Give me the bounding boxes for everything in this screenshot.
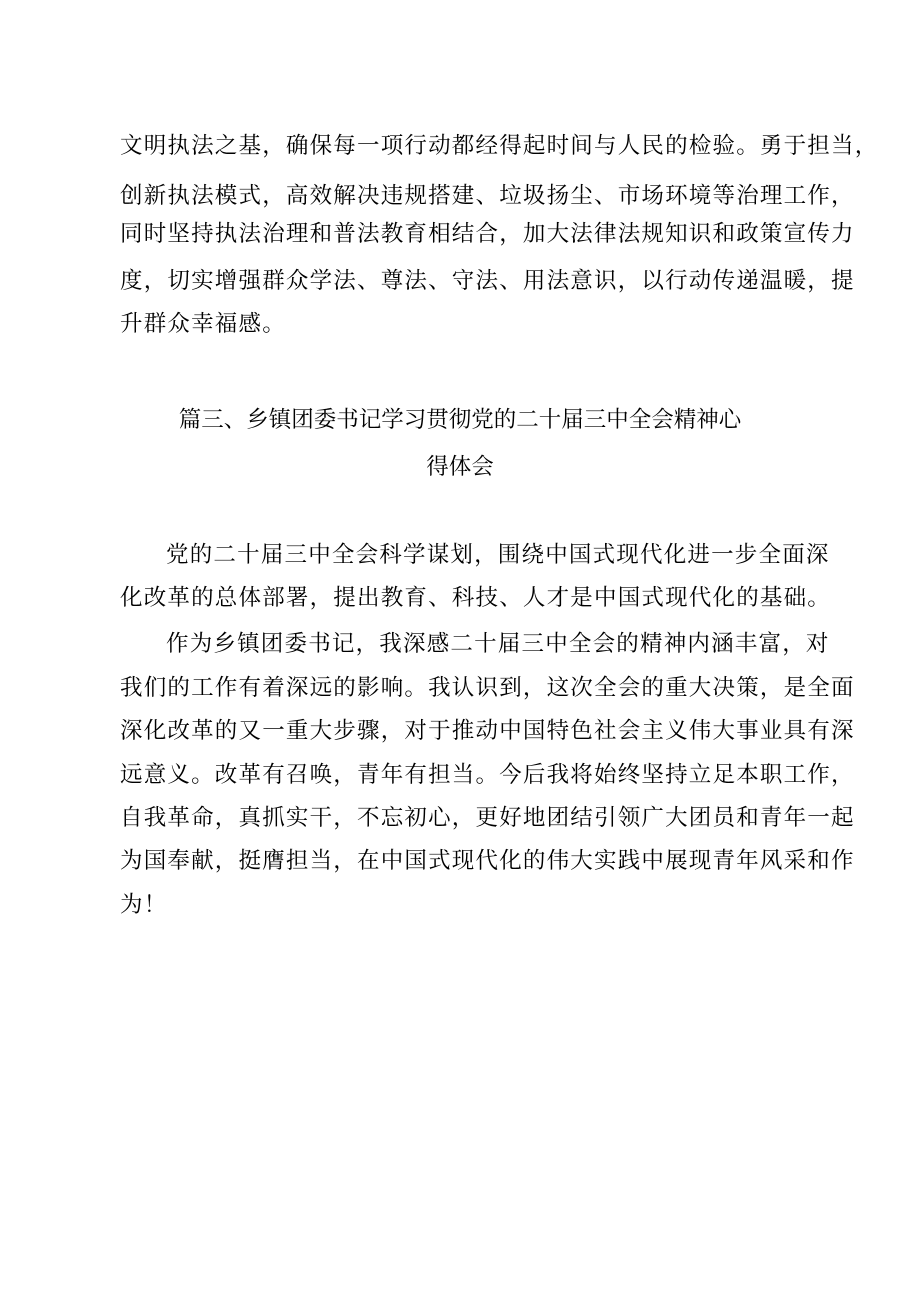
text-line: 作为乡镇团委书记，我深感二十届三中全会的精神内涵丰富，对 bbox=[166, 631, 830, 657]
text-line: 我们的工作有着深远的影响。我认识到，这次全会的重大决策，是全面 bbox=[120, 675, 855, 701]
text-line: 远意义。改革有召唤，青年有担当。今后我将始终坚持立足本职工作， bbox=[120, 762, 855, 788]
text-line: 为！ bbox=[120, 892, 168, 918]
text-line: 升群众幸福感。 bbox=[120, 311, 286, 337]
section-title-line: 篇三、乡镇团委书记学习贯彻党的二十届三中全会精神心 bbox=[178, 407, 742, 433]
text-line: 自我革命，真抓实干，不忘初心，更好地团结引领广大团员和青年一起 bbox=[120, 805, 855, 831]
text-line: 党的二十届三中全会科学谋划，围绕中国式现代化进一步全面深 bbox=[166, 542, 830, 568]
text-line: 同时坚持执法治理和普法教育相结合，加大法律法规知识和政策宣传力 bbox=[120, 221, 855, 247]
text-line: 文明执法之基，确保每一项行动都经得起时间与人民的检验。勇于担当， bbox=[120, 133, 879, 159]
text-line: 度，切实增强群众学法、尊法、守法、用法意识，以行动传递温暖，提 bbox=[120, 268, 855, 294]
text-line: 为国奉献，挺膺担当，在中国式现代化的伟大实践中展现青年风采和作 bbox=[120, 848, 855, 874]
text-line: 化改革的总体部署，提出教育、科技、人才是中国式现代化的基础。 bbox=[120, 585, 832, 611]
text-line: 创新执法模式，高效解决违规搭建、垃圾扬尘、市场环境等治理工作， bbox=[120, 183, 855, 209]
text-line: 深化改革的又一重大步骤，对于推动中国特色社会主义伟大事业具有深 bbox=[120, 718, 855, 744]
section-title-line: 得体会 bbox=[426, 454, 494, 480]
